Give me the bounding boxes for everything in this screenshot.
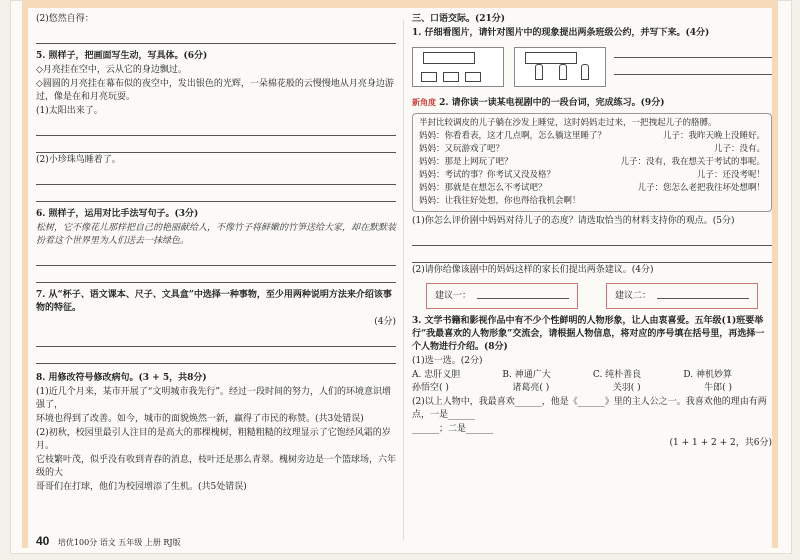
column-divider	[403, 20, 404, 540]
q5-sub-1: (1)太阳出来了。	[36, 106, 103, 116]
answer-line[interactable]	[36, 168, 396, 185]
desk-shape	[421, 72, 437, 82]
q8-paragraph-4: 它枝繁叶茂，似乎没有收到青春的消息，枝叶还是那么青翠。槐树旁边是一个篮球场，六年级的大	[36, 455, 397, 478]
r-q3-sub-1: (1)选一选。(2分)	[412, 356, 483, 366]
advice-1-label: 建议一：	[435, 291, 472, 301]
page-footer	[36, 534, 181, 548]
r-q2-sub-2: (2)请你给像该剧中的妈妈这样的家长们提出两条建议。(4分)	[412, 265, 654, 275]
answer-line[interactable]	[614, 41, 772, 58]
person-guanyu[interactable]: 关羽( )	[612, 383, 641, 393]
q6-title: 6. 照样子，运用对比手法写句子。(3分)	[36, 209, 199, 219]
left-column	[36, 12, 396, 495]
q6-example: 松树，它不像花儿那样把自己的艳丽献给人，不像竹子将鲜嫩的竹笋送给大家，却在默默装扮着这个世界里为人们送去一抹绿色。	[36, 223, 397, 246]
advice-2-label: 建议二：	[615, 291, 652, 301]
blackboard-shape	[525, 52, 577, 64]
footer-text: 培优100分 语文 五年级 上册 RJ版	[57, 538, 181, 547]
person-sunwukong[interactable]: 孙悟空( )	[412, 383, 449, 393]
r-q2-sub-1: (1)你怎么评价剧中妈妈对待儿子的态度？请选取恰当的材料支持你的观点。(5分)	[412, 216, 735, 226]
dialogue-box	[412, 113, 772, 212]
son-line: 儿子：没有，我在想关于考试的事呢。	[620, 157, 765, 167]
classroom-picture-1	[412, 47, 504, 87]
answer-line[interactable]	[36, 185, 396, 202]
desk-shape	[443, 72, 459, 82]
r-q3-score: (1 + 1 + 2 + 2，共6分)	[669, 438, 772, 448]
decorative-border-top	[22, 0, 778, 8]
decorative-border-right	[772, 0, 778, 548]
dialogue-row	[419, 169, 765, 182]
r-q3-sub-2b: ______；二是______	[412, 424, 494, 434]
student-figure	[559, 64, 567, 80]
q5-sub-2: (2)小珍珠鸟睡着了。	[36, 155, 121, 165]
option-a: A. 忠肝义胆	[412, 370, 461, 380]
q8-title: 8. 用修改符号修改病句。(3 + 5，共8分)	[36, 373, 207, 383]
answer-line[interactable]	[614, 58, 772, 75]
q5-example-1: ◇月亮挂在空中，云从它的身边飘过。	[36, 65, 187, 75]
son-line: 儿子：没有。	[713, 144, 765, 154]
section-title: 三、口语交际。(21分)	[412, 14, 506, 24]
advice-box-2[interactable]	[606, 283, 758, 309]
advice-row	[412, 283, 772, 309]
q8-paragraph-1: (1)近几个月来，某市开展了“文明城市我先行”。经过一段时间的努力，人们的环境意识增强了，	[36, 387, 391, 410]
q7-title: 7. 从“杯子、语文课本、尺子、文具盒”中选择一种事物，至少用两种说明方法来介绍该事物的特征。	[36, 290, 392, 313]
new-angle-tag: 新角度	[412, 97, 436, 107]
answer-line[interactable]	[36, 266, 396, 283]
q8-paragraph-5: 哥哥们在打球，他们为校园增添了生机。(共5处错误)	[36, 482, 247, 492]
q5-title: 5. 照样子，把画面写生动，写具体。(6分)	[36, 51, 208, 61]
r-q1-area	[412, 41, 772, 95]
r-q1-title: 1. 仔细看图片，请针对图片中的现象提出两条班级公约，并写下来。(4分)	[412, 28, 710, 38]
answer-line[interactable]	[36, 330, 396, 347]
desk-shape	[465, 72, 481, 82]
answer-line[interactable]	[412, 246, 772, 263]
dialogue-row	[419, 195, 765, 208]
people-row	[412, 382, 732, 395]
dialogue-intro: 半封比较调皮的儿子躺在沙发上睡觉，这时妈妈走过来，一把拽起儿子的胳膊。	[419, 118, 717, 128]
r-q3-title: 3. 文学书籍和影视作品中有不少个性鲜明的人物形象，让人由衷喜爱。五年级(1)班要举行“我最喜欢的人物形象”交流会，请根据人物信息，将对应的序号填在括号里，再选择一个人物进行介绍。(8分)	[412, 316, 765, 352]
dialogue-row	[419, 130, 765, 143]
mom-line: 妈妈：你看看表，这才几点啊，怎么躺这里睡了？	[419, 131, 607, 141]
mom-line: 妈妈：考试的事？你考试又没及格？	[419, 170, 556, 180]
option-b: B. 神通广大	[502, 370, 551, 380]
student-figure	[535, 64, 543, 80]
mom-line: 妈妈：那是上网玩了吧？	[419, 157, 513, 167]
answer-line[interactable]	[36, 347, 396, 364]
person-niulang[interactable]: 牛郎( )	[704, 383, 732, 393]
r-q3-sub-2: (2)以上人物中，我最喜欢______，他是《______》里的主人公之一。我喜欢他的理由有两点，一是______	[412, 397, 767, 420]
dialogue-row	[419, 143, 765, 156]
student-figure	[581, 64, 589, 80]
dialogue-row	[419, 182, 765, 195]
advice-box-1[interactable]	[426, 283, 578, 309]
blackboard-shape	[423, 52, 475, 64]
q8-paragraph-3: (2)初秋，校园里最引人注目的是高大的那棵槐树，粗糙粗糙的纹理显示了它饱经风霜的岁月。	[36, 428, 391, 451]
answer-line[interactable]	[36, 27, 396, 44]
r-q2-title	[412, 96, 772, 110]
mom-line: 妈妈：那就是在想怎么不考试吧？	[419, 183, 547, 193]
decorative-border-left	[22, 0, 28, 548]
advice-1-line	[477, 298, 569, 299]
page-number: 40	[36, 534, 50, 548]
person-zhugeliang[interactable]: 诸葛亮( )	[512, 383, 550, 393]
q4-item-2-label: (2)悠然自得：	[36, 14, 94, 24]
answer-line[interactable]	[412, 229, 772, 246]
son-line: 儿子：我昨天晚上没睡好。	[662, 131, 765, 141]
classroom-illustration	[412, 47, 606, 89]
q5-example-2: ◇圆圆的月亮挂在幕布似的夜空中，发出银色的光辉，一朵棉花般的云慢慢地从月亮身边游过，像是在和月亮玩耍。	[36, 79, 394, 102]
answer-line[interactable]	[36, 249, 396, 266]
dialogue-row	[419, 156, 765, 169]
son-line: 儿子：还没考呢！	[696, 170, 765, 180]
options-row	[412, 369, 732, 382]
q7-score: (4分)	[374, 317, 396, 327]
q4-item-2	[36, 13, 396, 26]
answer-line[interactable]	[36, 119, 396, 136]
mom-line: 妈妈：又玩游戏了吧？	[419, 144, 505, 154]
option-d: D. 神机妙算	[683, 370, 732, 380]
option-c: C. 纯朴善良	[592, 370, 642, 380]
r-q2-title-text: 2. 请你读一读某电视剧中的一段台词，完成练习。(9分)	[439, 98, 665, 108]
mom-line: 妈妈：让我往好处想，你也得给我机会啊！	[419, 196, 581, 206]
right-column	[412, 12, 772, 451]
advice-2-line	[657, 298, 749, 299]
classroom-picture-2	[514, 47, 606, 87]
q8-paragraph-2: 环境也得到了改善。如今，城市的面貌焕然一新，赢得了市民的称赞。(共3处错误)	[36, 414, 364, 424]
son-line: 儿子：您怎么老把我往坏处想啊！	[637, 183, 765, 193]
answer-line[interactable]	[36, 136, 396, 153]
